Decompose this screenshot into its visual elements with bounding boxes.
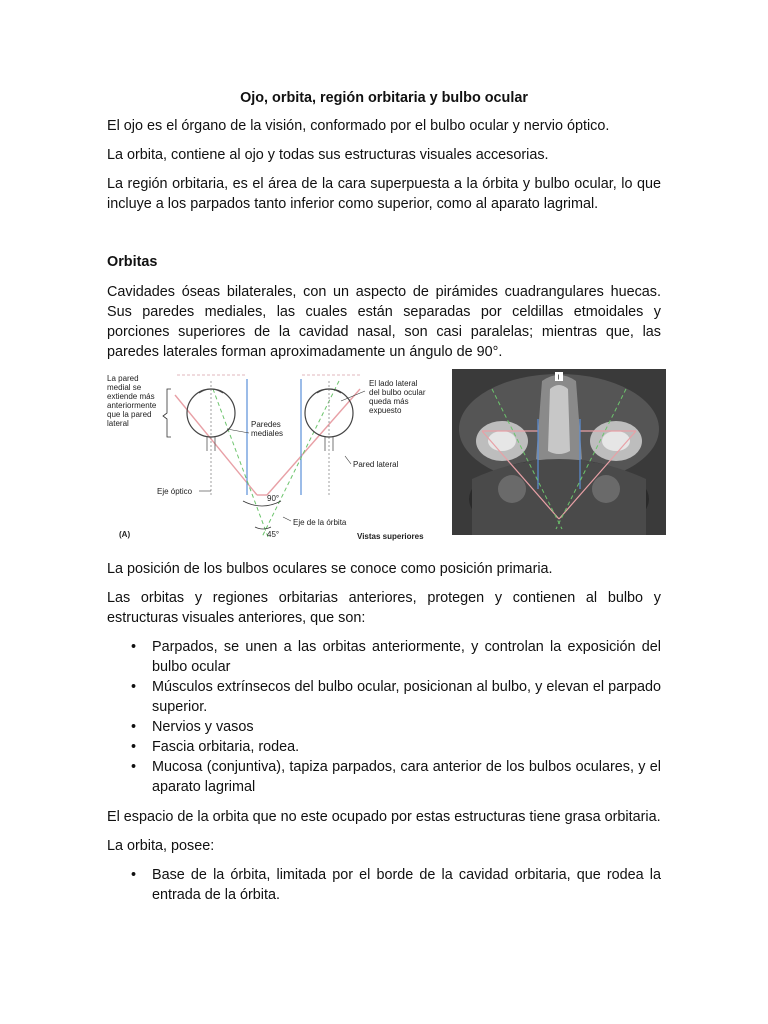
list-item: • Nervios y vasos [152,717,661,737]
document-title: Ojo, orbita, región orbitaria y bulbo ocular [240,90,528,106]
label-left-1: La pared [107,374,139,383]
document-page [107,88,661,915]
list-item: • Base de la órbita, limitada por el borde de la cavidad orbitaria, que rodea la entrada de la órbita. [152,865,661,905]
label-left-2: medial se [107,383,142,392]
mri-marker: I [557,374,560,382]
label-right-2: del bulbo ocular [369,388,426,397]
label-eje-optico: Eje óptico [157,487,193,496]
section-heading: Orbitas [107,254,158,270]
label-90: 90° [267,494,280,503]
intro-paragraph-2: La orbita, contiene al ojo y todas sus estructuras visuales accesorias. [107,147,549,163]
label-left-5: que la pared [107,410,152,419]
after-list-paragraph-2: La orbita, posee: [107,838,215,854]
label-a: (A) [119,530,131,539]
intro-paragraph-3: La región orbitaria, es el área de la cara superpuesta a la órbita y bulbo ocular, lo que incluye a los parpados tanto inferior como superior, como al aparato lagrimal. [107,176,661,212]
orbit-diagram [107,371,444,545]
after-figure-paragraph-1: La posición de los bulbos oculares se conoce como posición primaria. [107,561,553,577]
label-vistas: Vistas superiores [357,532,424,541]
label-right-1: El lado lateral [369,379,418,388]
structures-list [107,637,661,797]
list-item: • Mucosa (conjuntiva), tapiza parpados, cara anterior de los bulbos oculares, y el aparato lagrimal [152,757,661,797]
label-45: 45° [267,530,280,539]
after-list-paragraph-1: El espacio de la orbita que no este ocupado por estas estructuras tiene grasa orbitaria. [107,809,661,825]
label-right-4: expuesto [369,406,402,415]
label-eje-orbita: Eje de la órbita [293,518,347,527]
label-paredes-2: mediales [251,429,284,438]
list-item: • Parpados, se unen a las orbitas anteriormente, y controlan la exposición del bulbo ocular [152,637,661,677]
after-figure-paragraph-2: Las orbitas y regiones orbitarias anteriores, protegen y contienen al bulbo y estructuras visuales anteriores, que son: [107,590,661,626]
orbit-figure [107,371,661,547]
label-paredes-1: Paredes [251,420,281,429]
list-item: • Músculos extrínsecos del bulbo ocular, posicionan al bulbo, y elevan el parpado superior. [152,677,661,717]
label-left-3: extiende más [107,392,155,401]
orbit-parts-list [107,865,661,905]
label-pared-lateral: Pared lateral [353,460,399,469]
list-item: • Fascia orbitaria, rodea. [152,737,661,757]
mri-scan-image [452,369,666,535]
label-right-3: queda más [369,397,409,406]
section-paragraph: Cavidades óseas bilaterales, con un aspecto de pirámides cuadrangulares huecas. Sus paredes mediales, las cuales están separadas por celdillas etmoidales y porciones superiores de la cavidad nasal, son casi paralelas; mientras que, las paredes laterales forman aproximadamente un ángulo de 90°. [107,284,661,360]
intro-paragraph-1: El ojo es el órgano de la visión, conformado por el bulbo ocular y nervio óptico. [107,118,610,134]
label-left-6: lateral [107,419,129,428]
label-left-4: anteriormente [107,401,157,410]
